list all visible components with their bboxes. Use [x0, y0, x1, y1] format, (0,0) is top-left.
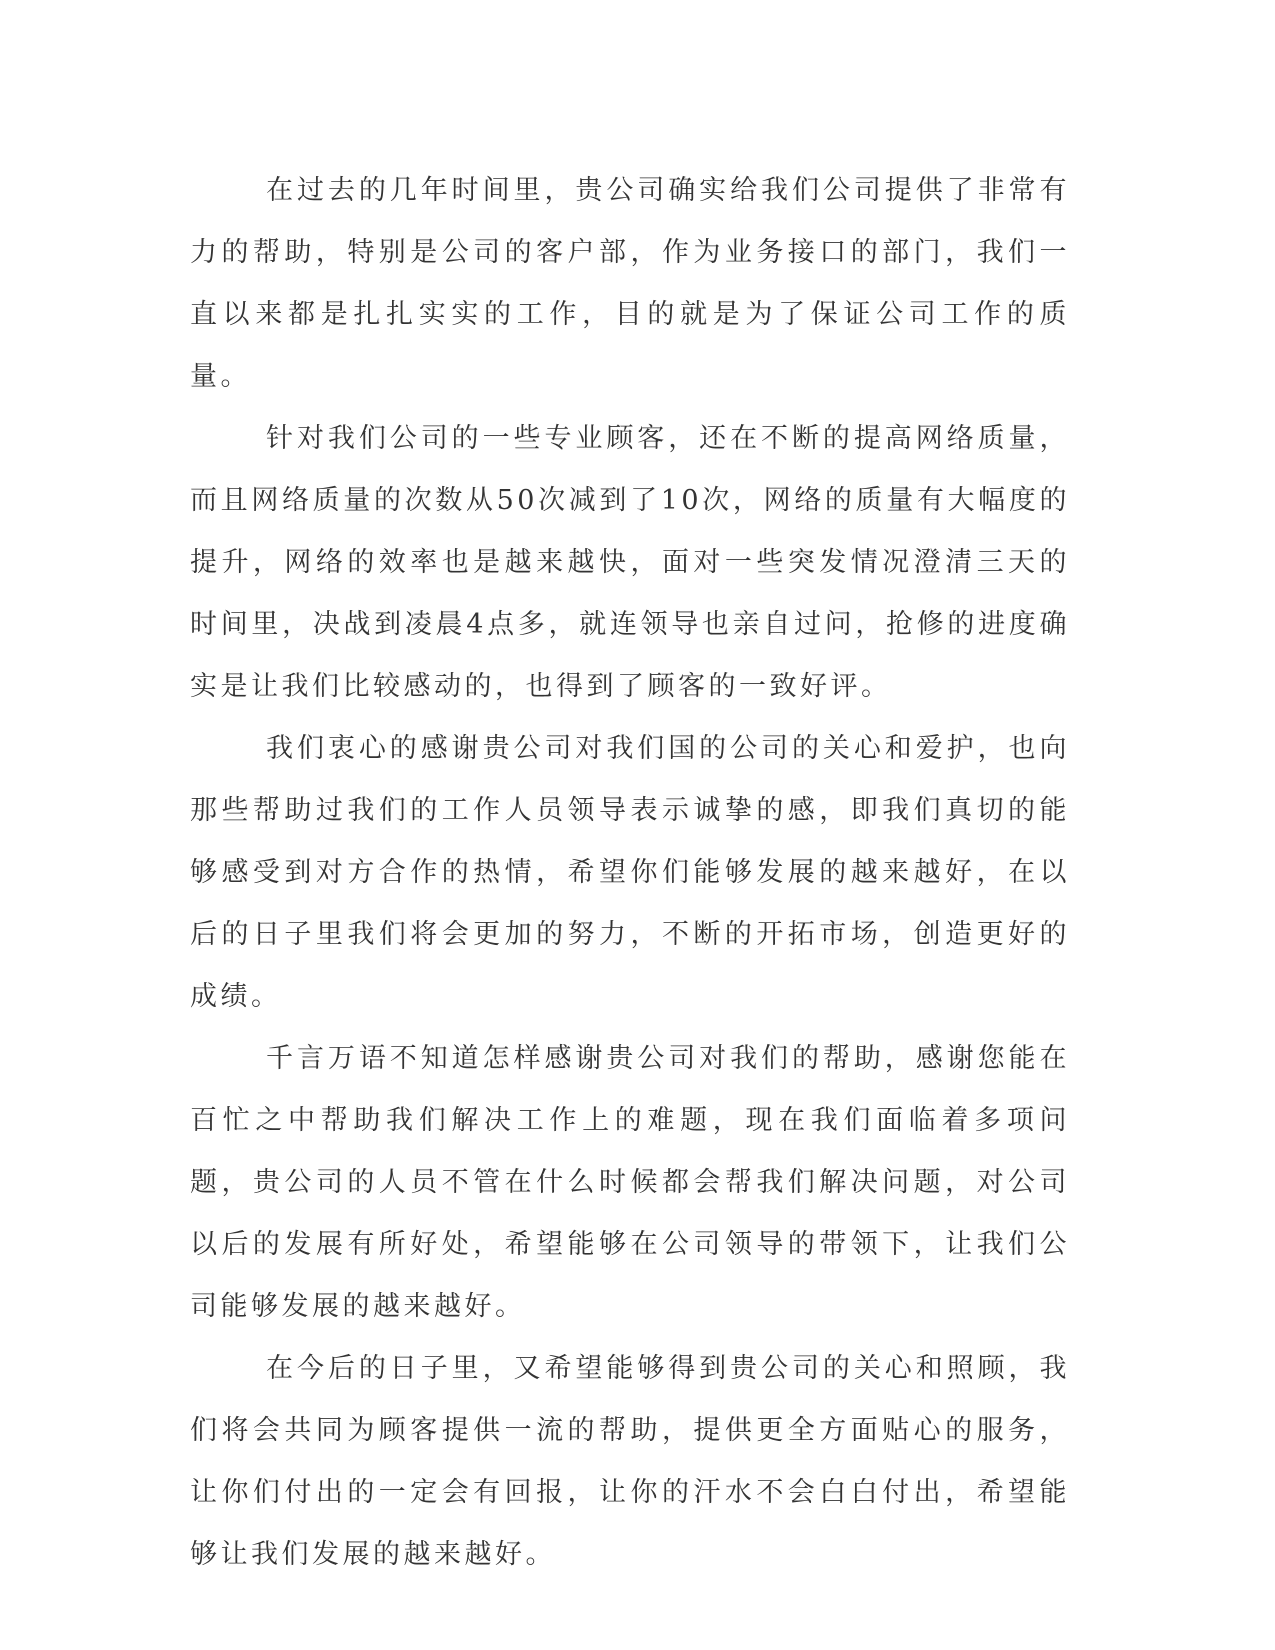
- paragraph-5: 在今后的日子里，又希望能够得到贵公司的关心和照顾，我们将会共同为顾客提供一流的帮助，提供更全方面贴心的服务，让你们付出的一定会有回报，让你的汗水不会白白付出，希望能够让我们发展的越来越好。: [190, 1353, 1070, 1570]
- document-body: [190, 160, 1070, 1586]
- paragraph-3: 我们衷心的感谢贵公司对我们国的公司的关心和爱护，也向那些帮助过我们的工作人员领导表示诚挚的感，即我们真切的能够感受到对方合作的热情，希望你们能够发展的越来越好，在以后的日子里我们将会更加的努力，不断的开拓市场，创造更好的成绩。: [190, 733, 1070, 1012]
- paragraph-2: 针对我们公司的一些专业顾客，还在不断的提高网络质量，而且网络质量的次数从50次减到了10次，网络的质量有大幅度的提升，网络的效率也是越来越快，面对一些突发情况澄清三天的时间里，决战到凌晨4点多，就连领导也亲自过问，抢修的进度确实是让我们比较感动的，也得到了顾客的一致好评。: [190, 423, 1070, 702]
- paragraph-1: 在过去的几年时间里，贵公司确实给我们公司提供了非常有力的帮助，特别是公司的客户部，作为业务接口的部门，我们一直以来都是扎扎实实的工作，目的就是为了保证公司工作的质量。: [190, 175, 1070, 392]
- paragraph-4: 千言万语不知道怎样感谢贵公司对我们的帮助，感谢您能在百忙之中帮助我们解决工作上的难题，现在我们面临着多项问题，贵公司的人员不管在什么时候都会帮我们解决问题，对公司以后的发展有所好处，希望能够在公司领导的带领下，让我们公司能够发展的越来越好。: [190, 1043, 1070, 1322]
